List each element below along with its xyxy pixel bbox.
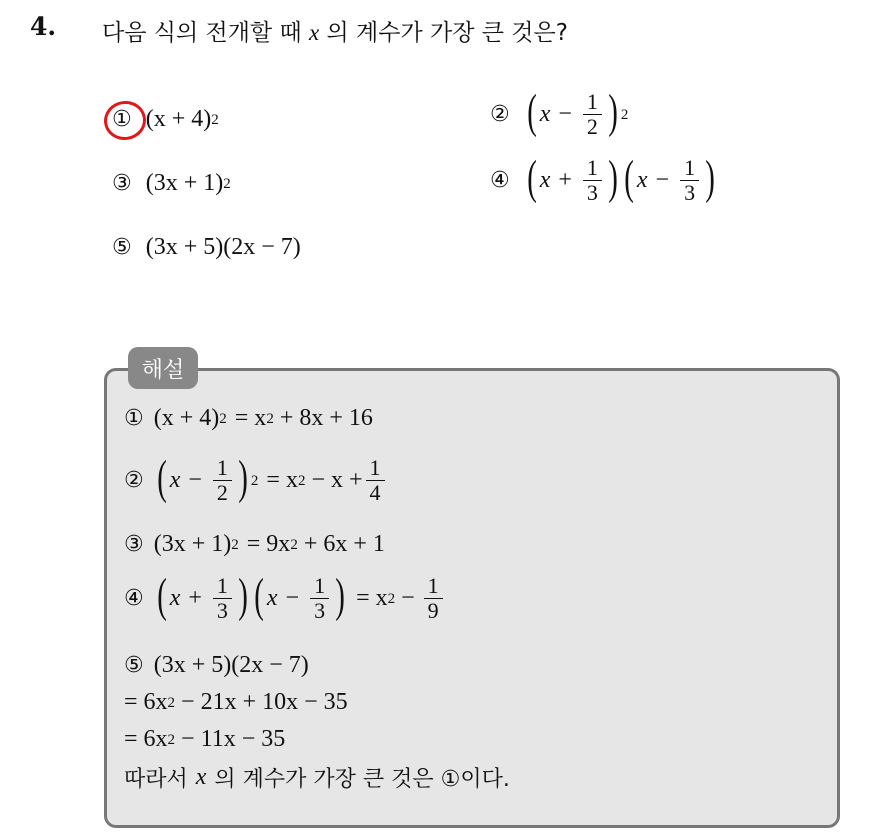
choice-2-var: x: [539, 101, 551, 127]
solution-line-3: ③ (3x + 1) 2 = 9x 2 + 6x + 1: [124, 531, 385, 557]
solution-line-5c: = 6x 2 − 11x − 35: [124, 726, 286, 752]
choice-2-label: ②: [490, 102, 510, 127]
answer-mark-circle: [101, 98, 148, 142]
solution-tag: 해설: [128, 347, 198, 389]
choice-5-expr: (3x + 5)(2x − 7): [145, 234, 301, 260]
choice-2-fraction: $\frac{1}{2}$: [583, 90, 602, 139]
solution-line-1: ① (x + 4) 2 = x 2 + 8x + 16: [124, 405, 373, 431]
choice-4-fraction-1: $\frac{1}{3}$: [583, 156, 602, 205]
choice-4-label: ④: [490, 168, 510, 193]
solution-conclusion: 따라서 x 의 계수가 가장 큰 것은 ①이다.: [124, 764, 510, 792]
question-text-before: 다음 식의 전개할 때: [102, 20, 302, 46]
question-variable: x: [309, 20, 320, 45]
solution-line-5: ⑤ (3x + 5)(2x − 7): [124, 652, 309, 678]
choice-2[interactable]: ② ( x − $\frac{1}{2}$ ) 2: [490, 84, 629, 139]
question-text-after: 의 계수가 가장 큰 것은?: [326, 20, 568, 46]
choice-3-expr: (3x + 1): [145, 170, 224, 196]
choice-4-fraction-2: $\frac{1}{3}$: [680, 156, 699, 205]
choice-2-op: −: [558, 101, 572, 127]
choice-5[interactable]: [112, 234, 301, 261]
choice-4-var-2: x: [636, 167, 648, 193]
choice-4-op-2: −: [655, 167, 670, 193]
solution-line-5b: = 6x 2 − 21x + 10x − 35: [124, 689, 348, 715]
choice-1-expr: (x + 4): [145, 106, 212, 132]
choice-1[interactable]: ① (x + 4) 2: [112, 106, 219, 132]
solution-line-2: ② ( x − $\frac{1}{2}$ ) 2 = x 2 − x + $\frac{1}{4}$: [124, 456, 388, 505]
choice-3-label: ③: [112, 171, 132, 196]
choice-5-label: ⑤: [112, 235, 132, 260]
choice-3[interactable]: ③ (3x + 1) 2: [112, 170, 231, 196]
choice-4-op-1: +: [558, 167, 572, 193]
question-number: 4.: [30, 12, 57, 41]
question-text: [102, 14, 568, 47]
choice-4-var-1: x: [539, 167, 551, 193]
choice-1-label: ①: [112, 107, 132, 132]
solution-line-4: ④ ( x + $\frac{1}{3}$ ) ( x − $\frac{1}{3}$ ) = x 2 − $\frac{1}{9}$: [124, 574, 446, 623]
choice-4[interactable]: ④ ( x + $\frac{1}{3}$ ) ( x − $\frac{1}{3}$ ): [490, 150, 715, 205]
